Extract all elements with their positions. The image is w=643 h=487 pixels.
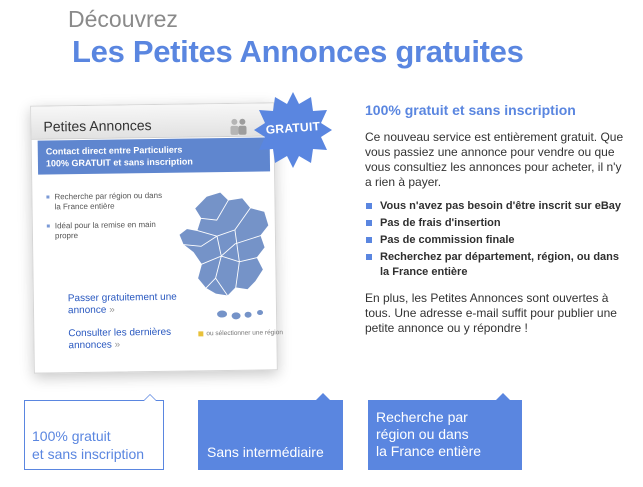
map-hint-text: ou sélectionner une région	[206, 329, 284, 338]
callout-line: 100% gratuit	[32, 428, 111, 444]
callout-line: la France entière	[376, 443, 482, 459]
callout-search	[368, 400, 522, 470]
list-item: Pas de commission finale	[365, 233, 630, 248]
callout-direct	[198, 400, 343, 470]
list-item: Pas de frais d'insertion	[365, 216, 630, 231]
chevron-right-icon: »	[109, 304, 115, 316]
card-title: Petites Annonces	[43, 117, 152, 135]
browse-ads-link[interactable]	[68, 327, 188, 353]
info-panel	[365, 102, 630, 336]
callout-text: Sans intermédiaire	[207, 444, 324, 460]
info-title: 100% gratuit et sans inscription	[365, 102, 576, 118]
list-item: Recherchez par département, région, ou dans la France entière	[365, 250, 630, 280]
chevron-right-icon: »	[114, 339, 121, 351]
callout-notch	[316, 393, 330, 400]
page-title: Les Petites Annonces gratuites	[72, 34, 524, 69]
kicker: Découvrez	[68, 6, 178, 32]
callout-line: Recherche par	[376, 409, 468, 425]
list-item: Idéal pour la remise en main propre	[47, 220, 167, 242]
callout-free	[24, 400, 164, 470]
list-item: Recherche par région ou dans la France entière	[46, 191, 166, 213]
callout-text	[32, 427, 144, 463]
feature-list	[365, 199, 630, 280]
card-banner-line: Contact direct entre Particuliers	[45, 144, 183, 157]
callout-text	[376, 409, 481, 460]
badge-label: GRATUIT	[265, 119, 321, 137]
yellow-square-icon	[198, 331, 203, 336]
card-banner-line: 100% GRATUIT et sans inscription	[45, 156, 193, 169]
people-icon	[227, 118, 249, 136]
callout-line: et sans inscription	[32, 446, 145, 462]
post-ad-link-label: Passer gratuitement une annonce	[67, 291, 177, 317]
info-outro: En plus, les Petites Annonces sont ouvertes à tous. Une adresse e-mail suffit pour publier une petite annonce ou y répondre !	[365, 291, 617, 335]
callout-line: région ou dans	[376, 426, 469, 442]
product-card	[30, 102, 284, 373]
card-bullet-list	[46, 191, 167, 251]
list-item: Vous n'avez pas besoin d'être inscrit sur eBay	[365, 199, 630, 214]
browse-ads-link-label: Consulter les dernières annonces	[68, 326, 172, 352]
callout-notch	[143, 394, 157, 401]
card-header	[31, 103, 273, 139]
france-map[interactable]	[176, 189, 274, 322]
post-ad-link[interactable]	[68, 292, 188, 318]
callout-notch	[496, 393, 510, 400]
card-banner	[38, 137, 270, 174]
map-hint	[198, 329, 283, 337]
info-intro: Ce nouveau service est entièrement gratuit. Que vous passiez une annonce pour vendre ou que vous consultiez les annonces pour acheter, il n'y a rien à payer.	[365, 130, 624, 189]
